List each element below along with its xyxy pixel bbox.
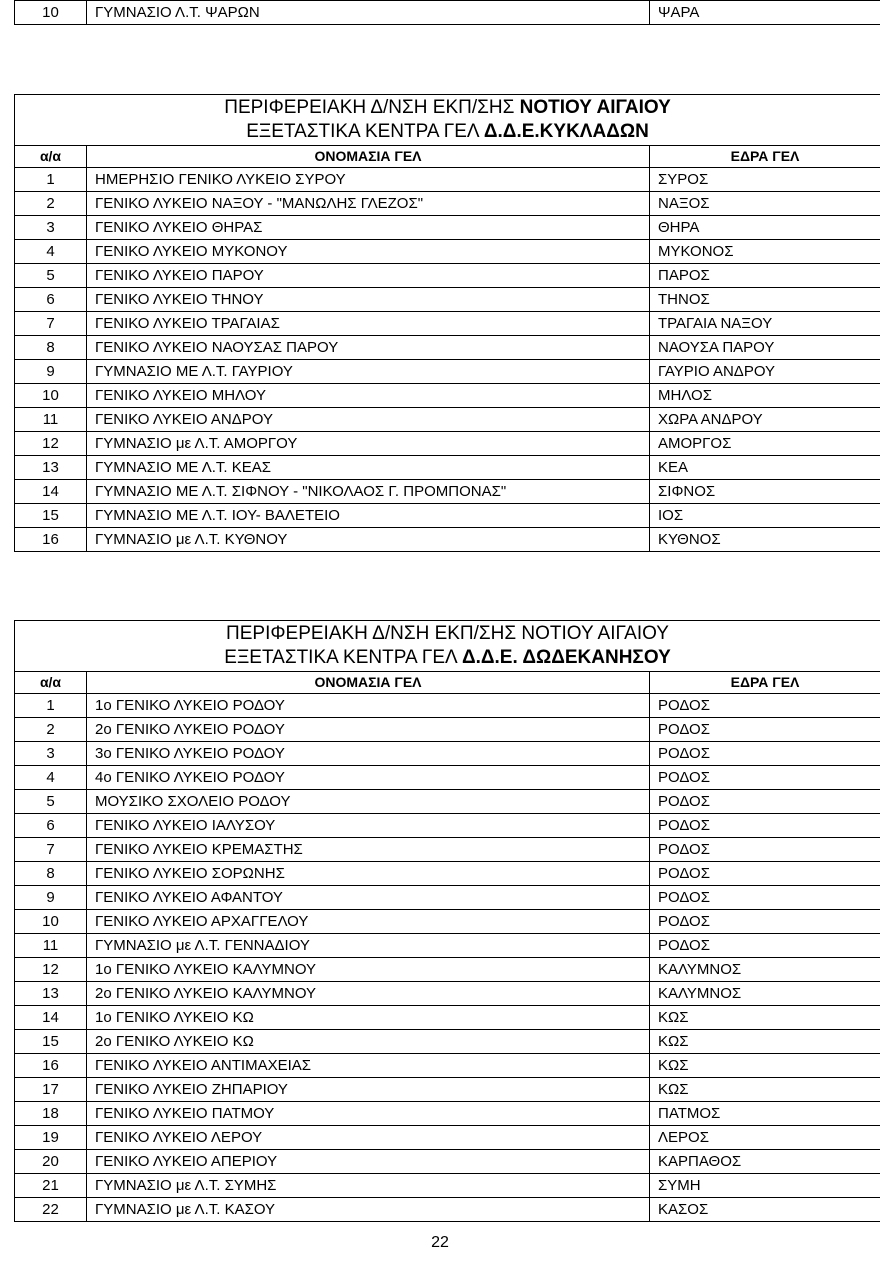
row-number: 21 (15, 1174, 87, 1198)
table-row (15, 1174, 880, 1198)
school-seat: ΡΟΔΟΣ (650, 838, 880, 862)
school-name: ΓΥΜΝΑΣΙΟ με Λ.Τ. ΣΥΜΗΣ (87, 1174, 650, 1198)
table-row (15, 1102, 880, 1126)
table-row (15, 694, 880, 718)
school-seat: ΚΥΘΝΟΣ (650, 528, 880, 552)
school-seat: ΡΟΔΟΣ (650, 718, 880, 742)
school-seat: ΓΑΥΡΙΟ ΑΝΔΡΟΥ (650, 360, 880, 384)
table-row (15, 1, 880, 25)
school-name: ΓΥΜΝΑΣΙΟ ΜΕ Λ.Τ. ΙΟΥ- ΒΑΛΕΤΕΙΟ (87, 504, 650, 528)
row-number: 8 (15, 862, 87, 886)
school-seat: ΜΥΚΟΝΟΣ (650, 240, 880, 264)
school-name: ΓΕΝΙΚΟ ΛΥΚΕΙΟ ΑΦΑΝΤΟΥ (87, 886, 650, 910)
table-row (15, 766, 880, 790)
school-name: ΓΕΝΙΚΟ ΛΥΚΕΙΟ ΣΟΡΩΝΗΣ (87, 862, 650, 886)
table-row (15, 312, 880, 336)
school-seat: ΚΕΑ (650, 456, 880, 480)
table-row (15, 192, 880, 216)
header-seat: ΕΔΡΑ ΓΕΛ (650, 672, 880, 694)
school-name: ΓΕΝΙΚΟ ΛΥΚΕΙΟ ΝΑΞΟΥ - "ΜΑΝΩΛΗΣ ΓΛΕΖΟΣ" (87, 192, 650, 216)
school-name: 1ο ΓΕΝΙΚΟ ΛΥΚΕΙΟ ΡΟΔΟΥ (87, 694, 650, 718)
school-seat: ΚΩΣ (650, 1030, 880, 1054)
row-number: 15 (15, 504, 87, 528)
school-seat: ΝΑΟΥΣΑ ΠΑΡΟΥ (650, 336, 880, 360)
header-name: ΟΝΟΜΑΣΙΑ ΓΕΛ (87, 146, 650, 168)
table-row (15, 480, 880, 504)
school-seat: ΧΩΡΑ ΑΝΔΡΟΥ (650, 408, 880, 432)
table-row (15, 408, 880, 432)
school-name: ΓΕΝΙΚΟ ΛΥΚΕΙΟ ΝΑΟΥΣΑΣ ΠΑΡΟΥ (87, 336, 650, 360)
row-number: 12 (15, 958, 87, 982)
school-seat: ΡΟΔΟΣ (650, 886, 880, 910)
row-number: 11 (15, 408, 87, 432)
school-seat: ΡΟΔΟΣ (650, 910, 880, 934)
school-seat: ΣΙΦΝΟΣ (650, 480, 880, 504)
previous-table-tail (14, 0, 880, 25)
row-number: 2 (15, 192, 87, 216)
school-seat: ΚΩΣ (650, 1078, 880, 1102)
row-number: 14 (15, 480, 87, 504)
school-name: ΜΟΥΣΙΚΟ ΣΧΟΛΕΙΟ ΡΟΔΟΥ (87, 790, 650, 814)
table-row (15, 240, 880, 264)
school-seat: ΚΑΛΥΜΝΟΣ (650, 982, 880, 1006)
table-row (15, 288, 880, 312)
school-seat: ΙΟΣ (650, 504, 880, 528)
row-number: 1 (15, 168, 87, 192)
row-number: 1 (15, 694, 87, 718)
page-number: 22 (431, 1234, 449, 1251)
school-seat: ΡΟΔΟΣ (650, 814, 880, 838)
school-seat: ΣΥΜΗ (650, 1174, 880, 1198)
row-number: 20 (15, 1150, 87, 1174)
row-number: 22 (15, 1198, 87, 1222)
school-seat: ΡΟΔΟΣ (650, 766, 880, 790)
table-row (15, 886, 880, 910)
title-line-2: ΕΞΕΤΑΣΤΙΚΑ ΚΕΝΤΡΑ ΓΕΛ Δ.Δ.Ε.ΚΥΚΛΑΔΩΝ (246, 121, 649, 142)
table-row (15, 1126, 880, 1150)
table-row (15, 168, 880, 192)
school-seat: ΡΟΔΟΣ (650, 790, 880, 814)
header-name: ΟΝΟΜΑΣΙΑ ΓΕΛ (87, 672, 650, 694)
school-name: 2ο ΓΕΝΙΚΟ ΛΥΚΕΙΟ ΚΩ (87, 1030, 650, 1054)
school-name: 2ο ΓΕΝΙΚΟ ΛΥΚΕΙΟ ΡΟΔΟΥ (87, 718, 650, 742)
header-seat: ΕΔΡΑ ΓΕΛ (650, 146, 880, 168)
school-seat: ΠΑΤΜΟΣ (650, 1102, 880, 1126)
table-row (15, 264, 880, 288)
row-number: 15 (15, 1030, 87, 1054)
table-row (15, 1006, 880, 1030)
table-row (15, 838, 880, 862)
school-name: ΓΕΝΙΚΟ ΛΥΚΕΙΟ ΖΗΠΑΡΙΟΥ (87, 1078, 650, 1102)
row-number: 3 (15, 742, 87, 766)
table-row (15, 456, 880, 480)
school-seat: ΡΟΔΟΣ (650, 742, 880, 766)
row-number: 14 (15, 1006, 87, 1030)
school-name: ΓΥΜΝΑΣΙΟ με Λ.Τ. ΓΕΝΝΑΔΙΟΥ (87, 934, 650, 958)
row-number: 6 (15, 288, 87, 312)
school-name: ΓΕΝΙΚΟ ΛΥΚΕΙΟ ΚΡΕΜΑΣΤΗΣ (87, 838, 650, 862)
row-number: 16 (15, 1054, 87, 1078)
school-seat: ΣΥΡΟΣ (650, 168, 880, 192)
cyclades-table-title (15, 95, 880, 146)
school-seat: ΚΑΣΟΣ (650, 1198, 880, 1222)
school-name: ΓΥΜΝΑΣΙΟ ΜΕ Λ.Τ. ΣΙΦΝΟΥ - "ΝΙΚΟΛΑΟΣ Γ. ΠΡΟΜΠΟΝΑΣ" (87, 480, 650, 504)
school-seat: ΚΩΣ (650, 1054, 880, 1078)
table-row (15, 910, 880, 934)
cyclades-table (14, 94, 880, 552)
school-name: ΓΕΝΙΚΟ ΛΥΚΕΙΟ ΑΝΔΡΟΥ (87, 408, 650, 432)
school-seat: ΠΑΡΟΣ (650, 264, 880, 288)
table-row (15, 336, 880, 360)
school-seat: ΤΡΑΓΑΙΑ ΝΑΞΟΥ (650, 312, 880, 336)
school-name: ΗΜΕΡΗΣΙΟ ΓΕΝΙΚΟ ΛΥΚΕΙΟ ΣΥΡΟΥ (87, 168, 650, 192)
table-row (15, 216, 880, 240)
school-name: 3ο ΓΕΝΙΚΟ ΛΥΚΕΙΟ ΡΟΔΟΥ (87, 742, 650, 766)
cyclades-table-body (15, 168, 880, 552)
row-number: 2 (15, 718, 87, 742)
school-name: 4ο ΓΕΝΙΚΟ ΛΥΚΕΙΟ ΡΟΔΟΥ (87, 766, 650, 790)
school-name: ΓΥΜΝΑΣΙΟ με Λ.Τ. ΚΑΣΟΥ (87, 1198, 650, 1222)
school-name: ΓΥΜΝΑΣΙΟ με Λ.Τ. ΑΜΟΡΓΟΥ (87, 432, 650, 456)
row-number: 13 (15, 982, 87, 1006)
school-seat: ΡΟΔΟΣ (650, 862, 880, 886)
row-number: 7 (15, 312, 87, 336)
school-name: ΓΥΜΝΑΣΙΟ ΜΕ Λ.Τ. ΓΑΥΡΙΟΥ (87, 360, 650, 384)
school-name: ΓΕΝΙΚΟ ΛΥΚΕΙΟ ΘΗΡΑΣ (87, 216, 650, 240)
row-number: 5 (15, 790, 87, 814)
table-row (15, 360, 880, 384)
school-seat: ΝΑΞΟΣ (650, 192, 880, 216)
school-name: ΓΕΝΙΚΟ ΛΥΚΕΙΟ ΠΑΤΜΟΥ (87, 1102, 650, 1126)
school-name: ΓΕΝΙΚΟ ΛΥΚΕΙΟ ΑΝΤΙΜΑΧΕΙΑΣ (87, 1054, 650, 1078)
row-number: 9 (15, 360, 87, 384)
row-number: 16 (15, 528, 87, 552)
table-row (15, 1198, 880, 1222)
table-row (15, 958, 880, 982)
header-number: α/α (15, 672, 87, 694)
school-name: 1ο ΓΕΝΙΚΟ ΛΥΚΕΙΟ ΚΑΛΥΜΝΟΥ (87, 958, 650, 982)
table-row (15, 790, 880, 814)
school-seat: ΚΑΛΥΜΝΟΣ (650, 958, 880, 982)
school-seat: ΡΟΔΟΣ (650, 934, 880, 958)
row-number: 19 (15, 1126, 87, 1150)
table-row (15, 432, 880, 456)
row-number: 4 (15, 240, 87, 264)
school-name: 1ο ΓΕΝΙΚΟ ΛΥΚΕΙΟ ΚΩ (87, 1006, 650, 1030)
school-name: ΓΕΝΙΚΟ ΛΥΚΕΙΟ ΤΗΝΟΥ (87, 288, 650, 312)
row-number: 17 (15, 1078, 87, 1102)
row-number: 9 (15, 886, 87, 910)
row-number: 12 (15, 432, 87, 456)
school-seat: ΨΑΡΑ (650, 1, 880, 25)
table-row (15, 814, 880, 838)
table-row (15, 1150, 880, 1174)
table-row (15, 1030, 880, 1054)
row-number: 10 (15, 910, 87, 934)
school-name: ΓΕΝΙΚΟ ΛΥΚΕΙΟ ΑΠΕΡΙΟΥ (87, 1150, 650, 1174)
title-line-1: ΠΕΡΙΦΕΡΕΙΑΚΗ Δ/ΝΣΗ ΕΚΠ/ΣΗΣ ΝΟΤΙΟΥ ΑΙΓΑΙΟΥ (226, 623, 669, 644)
dodecanese-table-title (15, 621, 880, 672)
school-seat: ΤΗΝΟΣ (650, 288, 880, 312)
table-row (15, 504, 880, 528)
dodecanese-table-body (15, 694, 880, 1222)
table-row (15, 718, 880, 742)
row-number: 4 (15, 766, 87, 790)
school-name: ΓΥΜΝΑΣΙΟ ΜΕ Λ.Τ. ΚΕΑΣ (87, 456, 650, 480)
school-seat: ΚΑΡΠΑΘΟΣ (650, 1150, 880, 1174)
row-number: 10 (15, 1, 87, 25)
school-name: ΓΕΝΙΚΟ ΛΥΚΕΙΟ ΜΥΚΟΝΟΥ (87, 240, 650, 264)
table-header-row (15, 146, 880, 168)
row-number: 7 (15, 838, 87, 862)
school-name: ΓΕΝΙΚΟ ΛΥΚΕΙΟ ΛΕΡΟΥ (87, 1126, 650, 1150)
table-row (15, 528, 880, 552)
row-number: 10 (15, 384, 87, 408)
school-name: ΓΥΜΝΑΣΙΟ με Λ.Τ. ΚΥΘΝΟΥ (87, 528, 650, 552)
school-name: ΓΕΝΙΚΟ ΛΥΚΕΙΟ ΑΡΧΑΓΓΕΛΟΥ (87, 910, 650, 934)
school-seat: ΜΗΛΟΣ (650, 384, 880, 408)
school-name: ΓΕΝΙΚΟ ΛΥΚΕΙΟ ΠΑΡΟΥ (87, 264, 650, 288)
table-row (15, 862, 880, 886)
school-seat: ΡΟΔΟΣ (650, 694, 880, 718)
school-name: ΓΕΝΙΚΟ ΛΥΚΕΙΟ ΙΑΛΥΣΟΥ (87, 814, 650, 838)
table-title-row (15, 95, 880, 146)
title-line-2: ΕΞΕΤΑΣΤΙΚΑ ΚΕΝΤΡΑ ΓΕΛ Δ.Δ.Ε. ΔΩΔΕΚΑΝΗΣΟΥ (224, 647, 671, 668)
table-header-row (15, 672, 880, 694)
table-row (15, 982, 880, 1006)
row-number: 5 (15, 264, 87, 288)
table-title-row (15, 621, 880, 672)
school-seat: ΛΕΡΟΣ (650, 1126, 880, 1150)
row-number: 3 (15, 216, 87, 240)
school-name: ΓΥΜΝΑΣΙΟ Λ.Τ. ΨΑΡΩΝ (87, 1, 650, 25)
school-seat: ΚΩΣ (650, 1006, 880, 1030)
dodecanese-table (14, 620, 880, 1222)
school-name: ΓΕΝΙΚΟ ΛΥΚΕΙΟ ΜΗΛΟΥ (87, 384, 650, 408)
row-number: 18 (15, 1102, 87, 1126)
school-name: 2ο ΓΕΝΙΚΟ ΛΥΚΕΙΟ ΚΑΛΥΜΝΟΥ (87, 982, 650, 1006)
school-seat: ΑΜΟΡΓΟΣ (650, 432, 880, 456)
table-row (15, 934, 880, 958)
title-line-1: ΠΕΡΙΦΕΡΕΙΑΚΗ Δ/ΝΣΗ ΕΚΠ/ΣΗΣ ΝΟΤΙΟΥ ΑΙΓΑΙΟΥ (224, 97, 671, 118)
table-row (15, 1078, 880, 1102)
table-row (15, 384, 880, 408)
school-name: ΓΕΝΙΚΟ ΛΥΚΕΙΟ ΤΡΑΓΑΙΑΣ (87, 312, 650, 336)
row-number: 13 (15, 456, 87, 480)
row-number: 11 (15, 934, 87, 958)
school-seat: ΘΗΡΑ (650, 216, 880, 240)
table-row (15, 742, 880, 766)
row-number: 8 (15, 336, 87, 360)
header-number: α/α (15, 146, 87, 168)
table-row (15, 1054, 880, 1078)
row-number: 6 (15, 814, 87, 838)
